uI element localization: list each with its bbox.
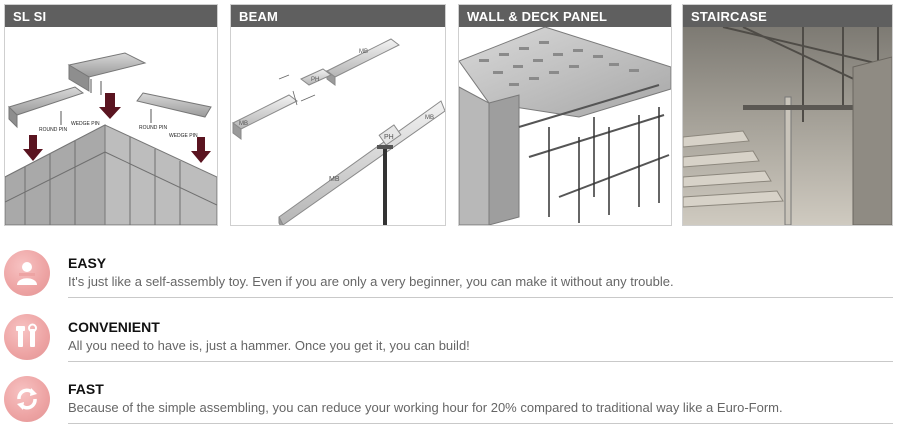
ph-label: PH	[384, 134, 394, 141]
refresh-icon	[4, 376, 50, 422]
feature-description: Because of the simple assembling, you can reduce your working hour for 20% compared to traditional way like a Euro-Form.	[68, 400, 783, 415]
panel-sl-si[interactable]	[4, 4, 218, 226]
panel-header	[5, 5, 217, 27]
panel-header	[231, 5, 445, 27]
wall-deck-diagram	[459, 27, 671, 225]
panel-title: BEAM	[239, 9, 279, 24]
round-pin-label: ROUND PIN	[39, 127, 68, 133]
mb-label: MB	[329, 176, 340, 183]
feature-easy	[0, 246, 897, 308]
staircase-illustration	[683, 27, 892, 225]
feature-list	[0, 240, 897, 440]
divider	[68, 361, 893, 362]
round-pin-label: ROUND PIN	[139, 125, 168, 131]
ph-label: PH	[311, 77, 320, 83]
feature-convenient	[0, 310, 897, 372]
panel-header	[683, 5, 892, 27]
wedge-pin-label: WEDGE PIN	[71, 121, 100, 127]
beam-illustration	[231, 27, 445, 225]
panel-title: SL SI	[13, 9, 47, 24]
feature-fast	[0, 372, 897, 434]
panel-header	[459, 5, 671, 27]
panel-staircase[interactable]	[682, 4, 893, 226]
mb-label: MB	[239, 121, 248, 127]
panel-wall-deck[interactable]	[458, 4, 672, 226]
panel-title: WALL & DECK PANEL	[467, 9, 608, 24]
divider	[68, 297, 893, 298]
feature-title: EASY	[68, 255, 107, 271]
sl-si-diagram	[5, 27, 217, 225]
feature-description: It's just like a self-assembly toy. Even if you are only a very beginner, you can make it without any trouble.	[68, 274, 674, 289]
wedge-pin-label: WEDGE PIN	[169, 133, 198, 139]
feature-description: All you need to have is, just a hammer. Once you get it, you can build!	[68, 338, 470, 353]
wall-deck-illustration	[459, 27, 671, 225]
product-panels	[4, 4, 893, 226]
panel-beam[interactable]	[230, 4, 446, 226]
sl-si-illustration	[5, 27, 217, 225]
feature-title: FAST	[68, 381, 104, 397]
beam-diagram	[231, 27, 445, 225]
mb-label: MB	[425, 115, 434, 121]
tools-icon	[4, 314, 50, 360]
panel-title: STAIRCASE	[691, 9, 767, 24]
feature-title: CONVENIENT	[68, 319, 160, 335]
person-icon	[4, 250, 50, 296]
mb-label: MB	[359, 49, 368, 55]
staircase-photo	[683, 27, 892, 225]
divider	[68, 423, 893, 424]
